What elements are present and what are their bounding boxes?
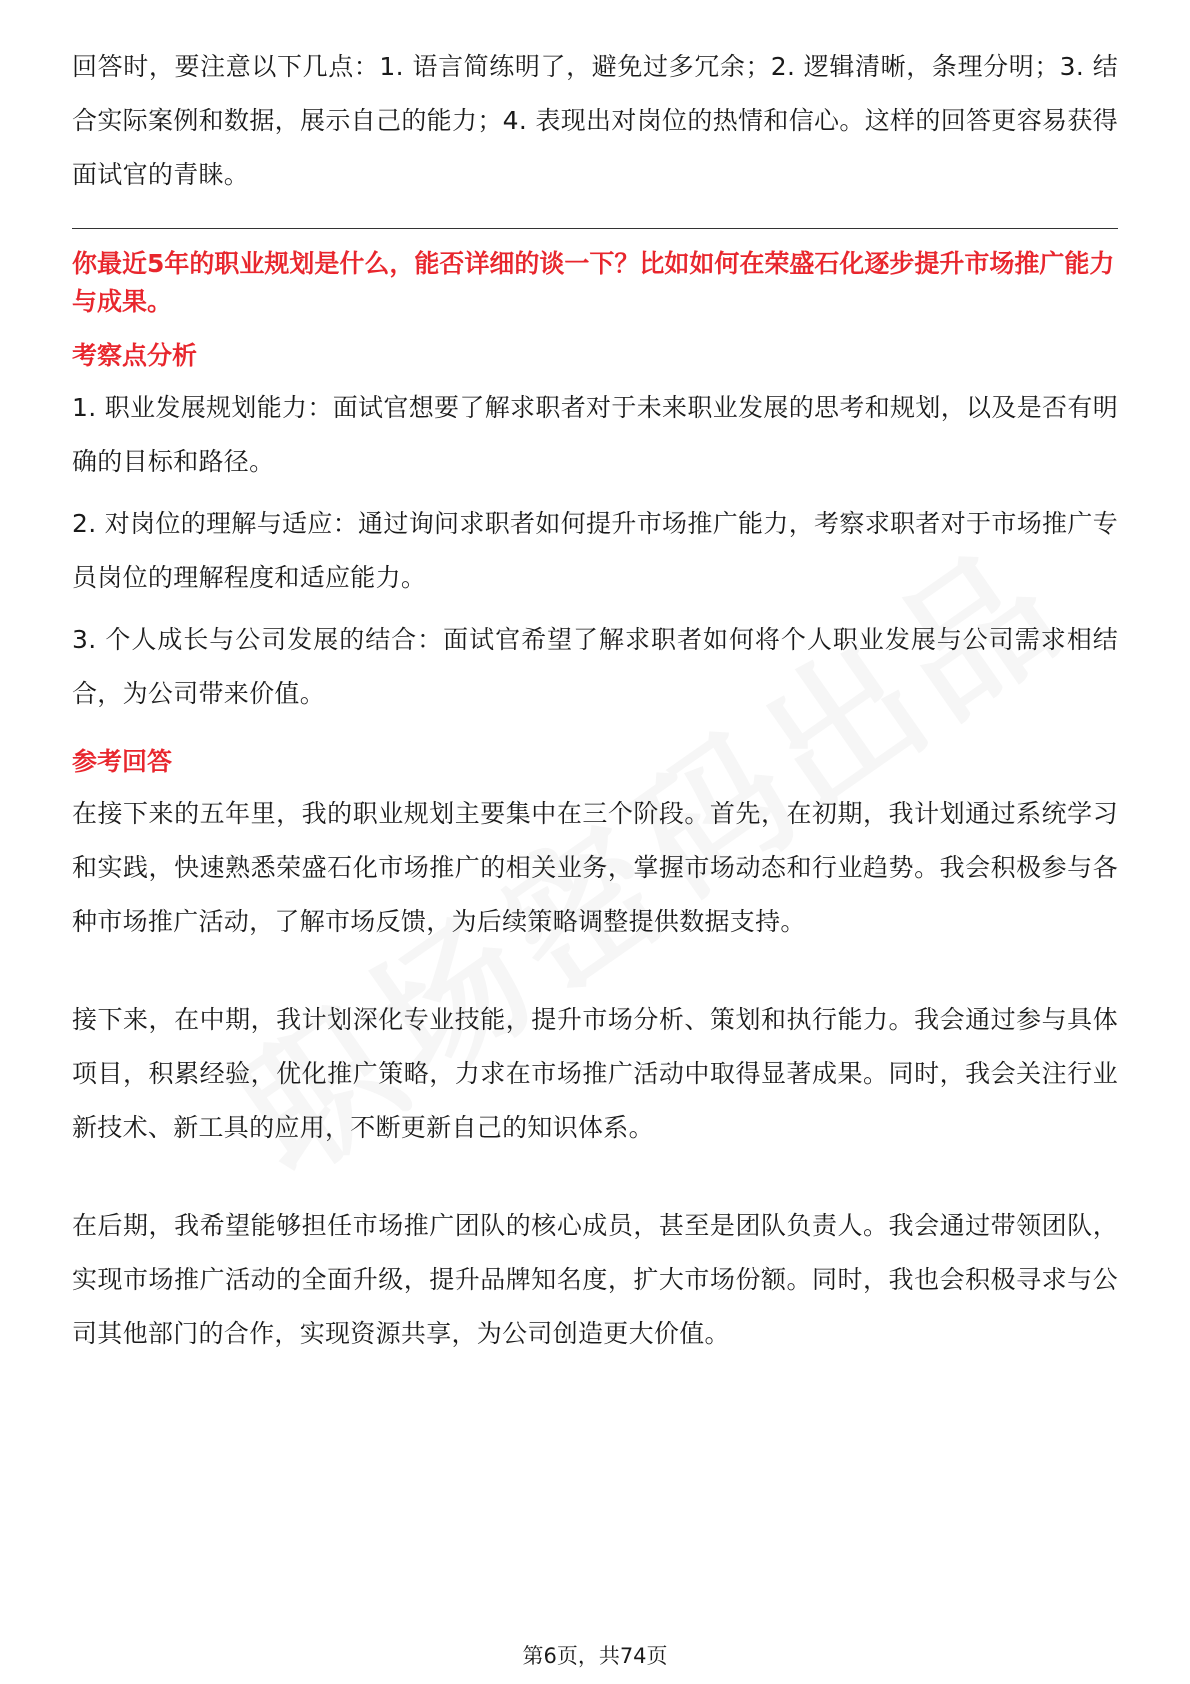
- intro-paragraph: 回答时，要注意以下几点：1. 语言简练明了，避免过多冗余；2. 逻辑清晰，条理分明；3. 结合实际案例和数据，展示自己的能力；4. 表现出对岗位的热情和信心。这样的回答更容易获得面试官的青睐。: [72, 52, 1118, 189]
- analysis-item: 2. 对岗位的理解与适应：通过询问求职者如何提升市场推广能力，考察求职者对于市场推广专员岗位的理解程度和适应能力。: [72, 509, 1118, 592]
- analysis-item: 3. 个人成长与公司发展的结合：面试官希望了解求职者如何将个人职业发展与公司需求相结合，为公司带来价值。: [72, 625, 1118, 708]
- answer-paragraph: 接下来，在中期，我计划深化专业技能，提升市场分析、策划和执行能力。我会通过参与具体项目，积累经验，优化推广策略，力求在市场推广活动中取得显著成果。同时，我会关注行业新技术、新工具的应用，不断更新自己的知识体系。: [72, 1005, 1118, 1142]
- spacer: [72, 1155, 1118, 1199]
- analysis-item: 1. 职业发展规划能力：面试官想要了解求职者对于未来职业发展的思考和规划，以及是否有明确的目标和路径。: [72, 393, 1118, 476]
- document-page: [72, 40, 1118, 1361]
- section-divider: [72, 228, 1118, 229]
- spacer: [72, 949, 1118, 993]
- analysis-title: 考察点分析: [72, 341, 198, 370]
- interview-question: 你最近5年的职业规划是什么，能否详细的谈一下？比如如何在荣盛石化逐步提升市场推广能力与成果。: [72, 249, 1115, 316]
- spacer: [72, 729, 1118, 737]
- page-number: 第6页，共74页: [522, 1644, 668, 1668]
- answer-paragraph: 在后期，我希望能够担任市场推广团队的核心成员，甚至是团队负责人。我会通过带领团队，实现市场推广活动的全面升级，提升品牌知名度，扩大市场份额。同时，我也会积极寻求与公司其他部门的合作，实现资源共享，为公司创造更大价值。: [72, 1211, 1118, 1348]
- answer-paragraph: 在接下来的五年里，我的职业规划主要集中在三个阶段。首先，在初期，我计划通过系统学习和实践，快速熟悉荣盛石化市场推广的相关业务，掌握市场动态和行业趋势。我会积极参与各种市场推广活动，了解市场反馈，为后续策略调整提供数据支持。: [72, 799, 1118, 936]
- answer-title: 参考回答: [72, 747, 173, 776]
